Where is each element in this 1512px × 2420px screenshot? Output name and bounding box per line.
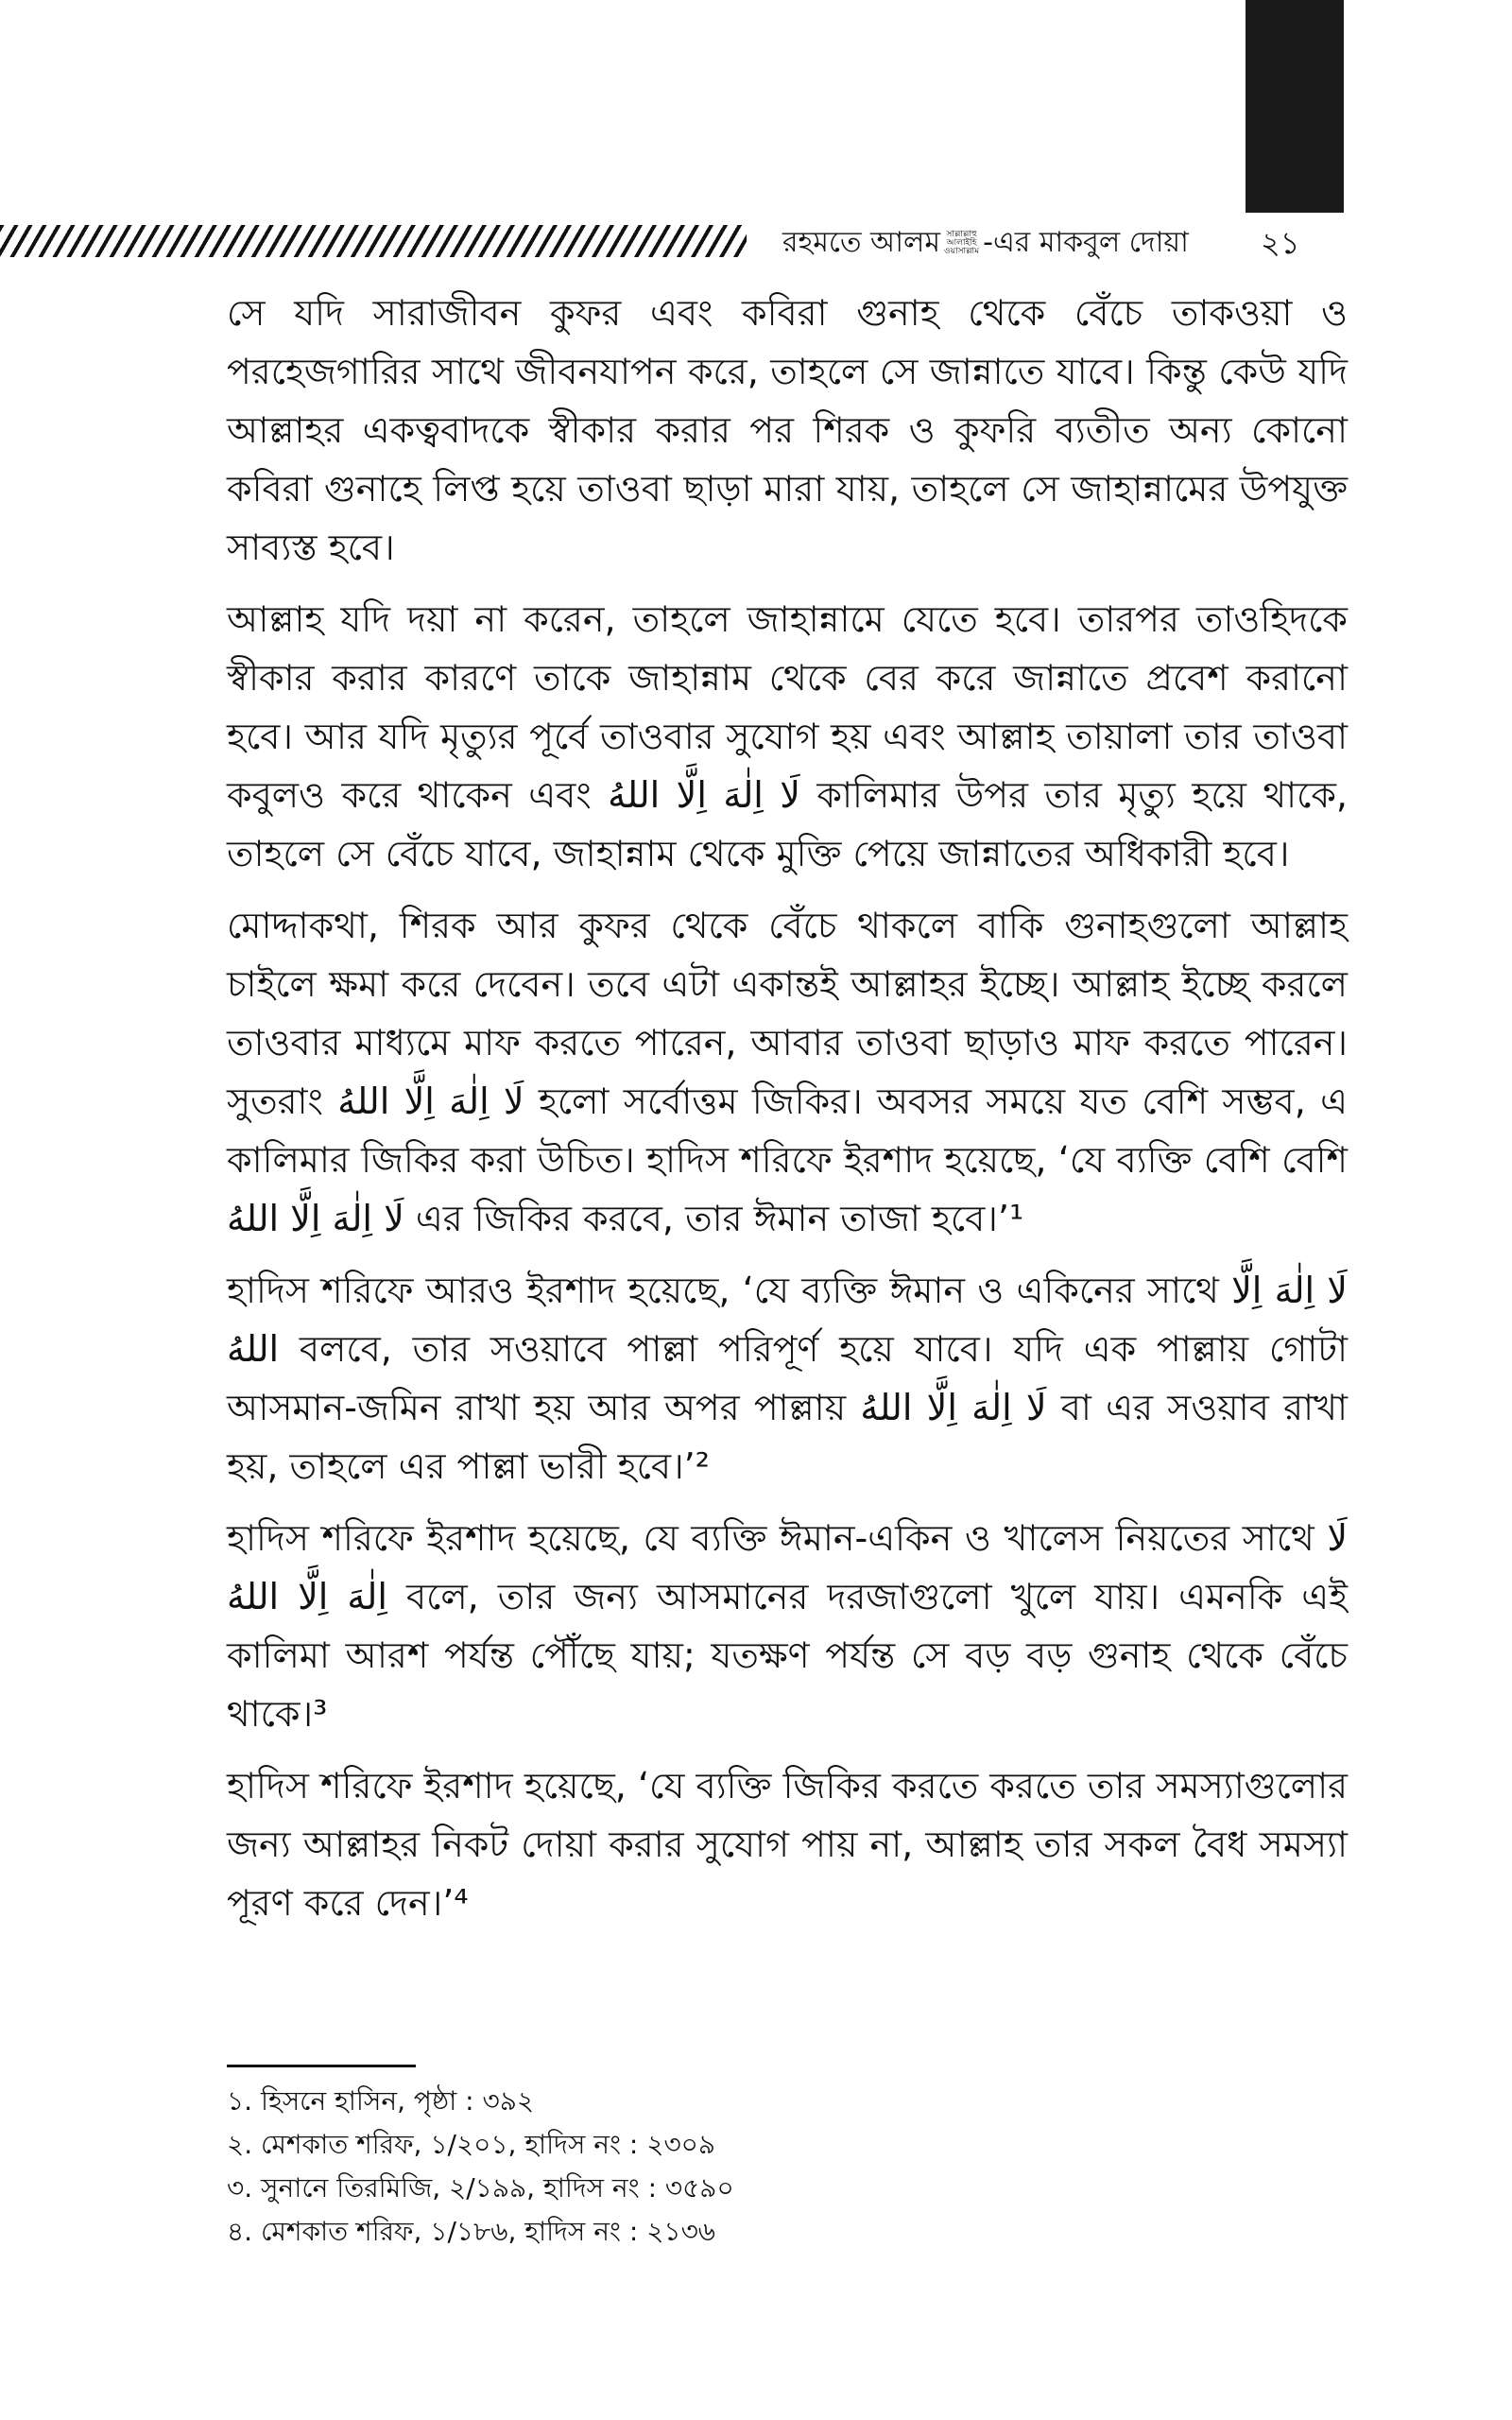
running-title xyxy=(782,219,1189,268)
page-number: ২১ xyxy=(1261,225,1300,261)
decorative-hatch-bar xyxy=(0,225,747,257)
footnote: ৩. সুনানে তিরমিজি, ২/১৯৯, হাদিস নং : ৩৫৯০ xyxy=(227,2172,734,2204)
salutation-line-3: ওয়াসাল্লাম xyxy=(944,247,980,256)
salutation-ligature xyxy=(944,231,979,256)
footnote: ১. হিসনে হাসিন, পৃষ্ঠা : ৩৯২ xyxy=(227,2085,535,2117)
paragraph: হাদিস শরিফে আরও ইরশাদ হয়েছে, ‘যে ব্যক্তি ঈমান ও একিনের সাথে لَا اِلٰهَ اِلَّا اللهُ বলবে, তার সওয়াবে পাল্লা পরিপূর্ণ হয়ে যাবে। যদি এক পাল্লায় গোটা আসমান-জমিন রাখা হয় আর অপর পাল্লায় لَا اِلٰهَ اِلَّا اللهُ বা এর সওয়াব রাখা হয়, তাহলে এর পাল্লা ভারী হবে।’² xyxy=(227,1270,1348,1487)
footnotes xyxy=(227,2080,1266,2254)
body-text xyxy=(227,284,1348,1945)
footnote: ৪. মেশকাত শরিফ, ১/১৮৬, হাদিস নং : ২১৩৬ xyxy=(227,2216,715,2247)
salutation-line-2: আলাইহি xyxy=(946,238,977,248)
page-edge-tab xyxy=(1246,0,1344,213)
paragraph: হাদিস শরিফে ইরশাদ হয়েছে, যে ব্যক্তি ঈমান-একিন ও খালেস নিয়তের সাথে لَا اِلٰهَ اِلَّا اللهُ বলে, তার জন্য আসমানের দরজাগুলো খুলে যায়। এমনকি এই কালিমা আরশ পর্যন্ত পৌঁছে যায়; যতক্ষণ পর্যন্ত সে বড় বড় গুনাহ থেকে বেঁচে থাকে।³ xyxy=(227,1517,1348,1735)
salutation-line-1: সাল্লাল্লাহু xyxy=(946,230,977,239)
running-header xyxy=(0,208,1512,265)
running-title-post: -এর মাকবুল দোয়া xyxy=(983,226,1189,259)
paragraph: আল্লাহ যদি দয়া না করেন, তাহলে জাহান্নামে যেতে হবে। তারপর তাওহিদকে স্বীকার করার কারণে তাকে জাহান্নাম থেকে বের করে জান্নাতে প্রবেশ করানো হবে। আর যদি মৃত্যুর পূর্বে তাওবার সুযোগ হয় এবং আল্লাহ তায়ালা তার তাওবা কবুলও করে থাকেন এবং لَا اِلٰهَ اِلَّا اللهُ কালিমার উপর তার মৃত্যু হয়ে থাকে, তাহলে সে বেঁচে যাবে, জাহান্নাম থেকে মুক্তি পেয়ে জান্নাতের অধিকারী হবে। xyxy=(227,598,1348,874)
footnote: ২. মেশকাত শরিফ, ১/২০১, হাদিস নং : ২৩০৯ xyxy=(227,2129,716,2160)
paragraph: মোদ্দাকথা, শিরক আর কুফর থেকে বেঁচে থাকলে বাকি গুনাহগুলো আল্লাহ চাইলে ক্ষমা করে দেবেন। তবে এটা একান্তই আল্লাহর ইচ্ছে। আল্লাহ ইচ্ছে করলে তাওবার মাধ্যমে মাফ করতে পারেন, আবার তাওবা ছাড়াও মাফ করতে পারেন। সুতরাং لَا اِلٰهَ اِلَّا اللهُ হলো সর্বোত্তম জিকির। অবসর সময়ে যত বেশি সম্ভব, এ কালিমার জিকির করা উচিত। হাদিস শরিফে ইরশাদ হয়েছে, ‘যে ব্যক্তি বেশি বেশি لَا اِلٰهَ اِلَّا اللهُ এর জিকির করবে, তার ঈমান তাজা হবে।’¹ xyxy=(227,905,1348,1239)
footnote-divider xyxy=(227,2065,416,2067)
paragraph: হাদিস শরিফে ইরশাদ হয়েছে, ‘যে ব্যক্তি জিকির করতে করতে তার সমস্যাগুলোর জন্য আল্লাহর নিকট দোয়া করার সুযোগ পায় না, আল্লাহ তার সকল বৈধ সমস্যা পূরণ করে দেন।’⁴ xyxy=(227,1765,1348,1924)
paragraph: সে যদি সারাজীবন কুফর এবং কবিরা গুনাহ থেকে বেঁচে তাকওয়া ও পরহেজগারির সাথে জীবনযাপন করে, তাহলে সে জান্নাতে যাবে। কিন্তু কেউ যদি আল্লাহর একত্ববাদকে স্বীকার করার পর শিরক ও কুফরি ব্যতীত অন্য কোনো কবিরা গুনাহে লিপ্ত হয়ে তাওবা ছাড়া মারা যায়, তাহলে সে জাহান্নামের উপযুক্ত সাব্যস্ত হবে। xyxy=(227,292,1348,568)
running-title-pre: রহমতে আলম xyxy=(782,226,941,259)
